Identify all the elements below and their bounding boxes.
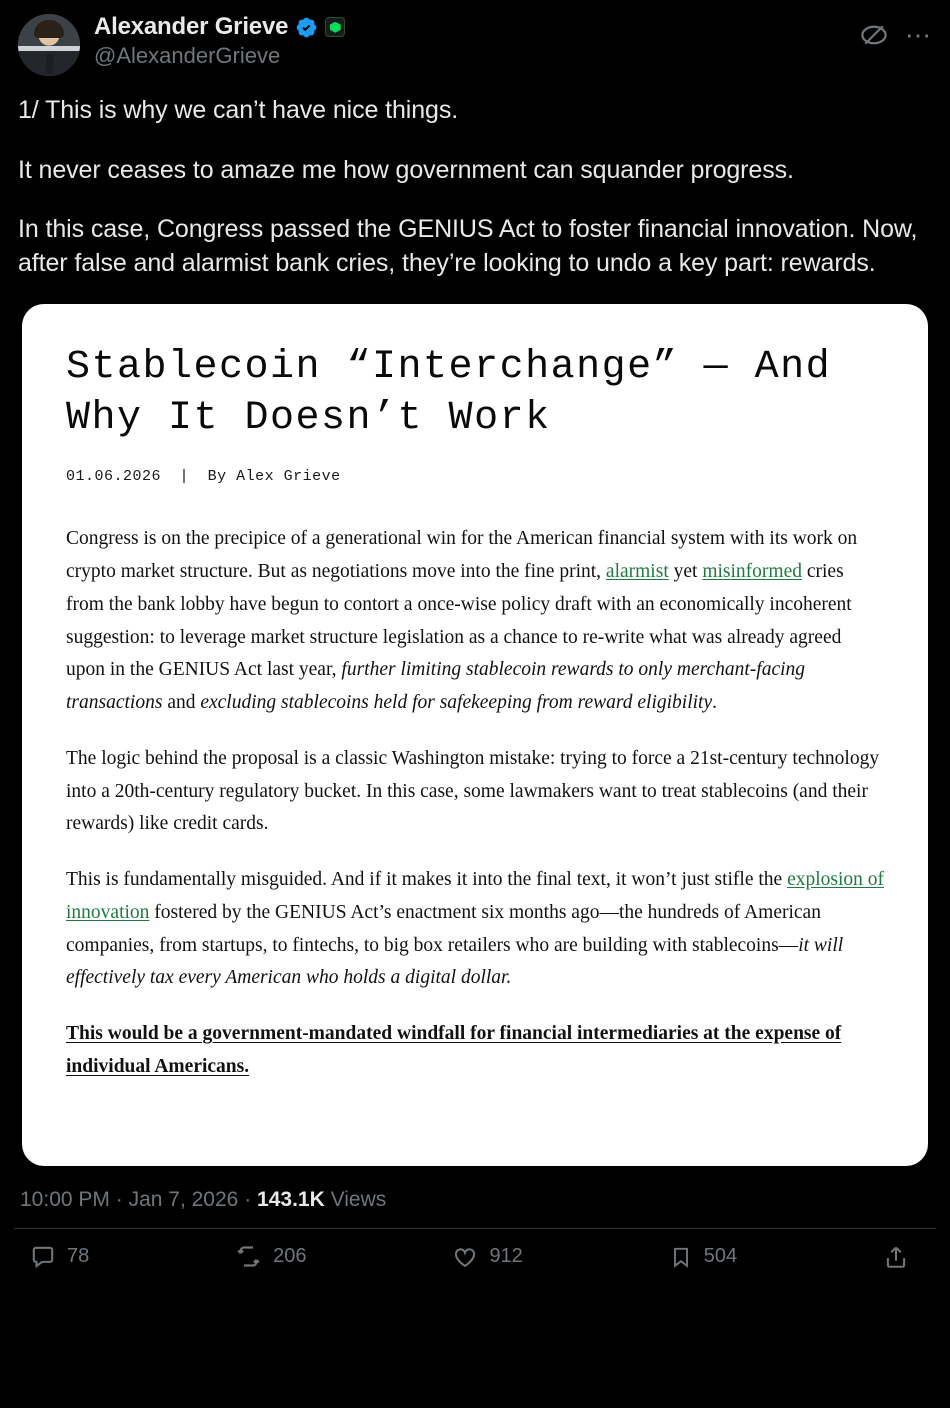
p3-part1: This is fundamentally misguided. And if it makes it into the final text, it won’t just stifle the bbox=[66, 869, 788, 891]
article-paragraph-3 bbox=[66, 864, 884, 995]
retweet-icon bbox=[235, 1243, 262, 1270]
p3-italic1: it will effectively tax every American who holds a digital dollar. bbox=[66, 934, 844, 989]
views-count: 143.1K bbox=[257, 1188, 325, 1211]
p1-part4: and bbox=[162, 692, 201, 714]
grok-icon[interactable] bbox=[859, 20, 889, 50]
author-name-row bbox=[94, 14, 859, 40]
p1-part1: Congress is on the precipice of a generational win for the American financial system with its work on crypto market structure. But as negotiations move into the fine print, bbox=[66, 528, 858, 583]
bookmark-button[interactable] bbox=[669, 1245, 737, 1269]
retweet-button[interactable] bbox=[235, 1243, 306, 1270]
p1-part2: yet bbox=[668, 561, 703, 583]
avatar-tie bbox=[46, 54, 54, 74]
meta-dot-2: · bbox=[244, 1188, 252, 1211]
meta-dot-1: · bbox=[115, 1188, 123, 1211]
more-options-icon[interactable]: ⋯ bbox=[905, 20, 932, 50]
p3-part2: fostered by the GENIUS Act’s enactment six months ago—the hundreds of American companies, from startups, to fintechs, to big box retailers who are building with stablecoins— bbox=[66, 901, 821, 956]
share-icon bbox=[883, 1244, 909, 1270]
avatar[interactable] bbox=[18, 14, 80, 76]
article-paragraph-4: This would be a government-mandated windfall for financial intermediaries at the expense of individual Americans. bbox=[66, 1023, 842, 1077]
p1-italic2: excluding stablecoins held for safekeeping from reward eligibility bbox=[200, 692, 713, 714]
p1-italic1: further limiting stablecoin rewards to only merchant-facing transactions bbox=[66, 659, 806, 714]
tweet-text bbox=[0, 80, 950, 280]
reply-button[interactable] bbox=[30, 1244, 89, 1270]
reply-icon bbox=[30, 1244, 56, 1270]
retweet-count: 206 bbox=[273, 1245, 307, 1267]
article-byline bbox=[66, 468, 884, 485]
article-author: By Alex Grieve bbox=[207, 468, 341, 486]
bookmark-count: 504 bbox=[703, 1245, 738, 1267]
link-alarmist[interactable]: alarmist bbox=[605, 561, 669, 583]
like-button[interactable] bbox=[452, 1244, 522, 1270]
author-names bbox=[94, 14, 859, 69]
link-misinformed[interactable]: misinformed bbox=[702, 561, 802, 583]
tweet-paragraph-2: It never ceases to amaze me how government can squander progress. bbox=[18, 155, 794, 184]
tweet-paragraph-3: In this case, Congress passed the GENIUS Act to foster financial innovation. Now, after false and alarmist bank cries, they’re looking to undo a key part: rewards. bbox=[18, 215, 918, 277]
verified-badge-icon bbox=[295, 16, 318, 39]
p1-part5: . bbox=[712, 692, 717, 714]
article-paragraph-1 bbox=[66, 523, 884, 720]
article-body bbox=[66, 523, 884, 1083]
author-display-name[interactable]: Alexander Grieve bbox=[94, 13, 289, 40]
byline-separator: | bbox=[179, 468, 190, 486]
affiliate-badge-glyph bbox=[330, 22, 341, 33]
article-title: Stablecoin “Interchange” — And Why It Doesn’t Work bbox=[66, 345, 832, 442]
tweet-meta bbox=[0, 1166, 950, 1228]
like-count: 912 bbox=[489, 1245, 523, 1267]
article-paragraph-2: The logic behind the proposal is a classic Washington mistake: trying to force a 21st-century technology into a 20th-century regulatory bucket. In this case, some lawmakers want to treat stablecoins (and their rewards) like credit cards. bbox=[66, 747, 880, 835]
author-handle[interactable]: @AlexanderGrieve bbox=[94, 43, 281, 69]
tweet-header bbox=[0, 0, 950, 80]
article-card[interactable] bbox=[22, 304, 928, 1166]
like-icon bbox=[452, 1244, 478, 1270]
tweet-time: 10:00 PM bbox=[20, 1188, 110, 1211]
tweet-date: Jan 7, 2026 bbox=[128, 1188, 239, 1211]
p1-part3: cries from the bank lobby have begun to contort a once-wise policy draft with an economically incoherent suggestion: to leverage market structure legislation as a chance to re-write what was already agreed upon in the GENIUS Act last year, bbox=[66, 561, 852, 681]
article-date: 01.06.2026 bbox=[66, 468, 162, 486]
link-explosion-of-innovation[interactable]: explosion of innovation bbox=[66, 869, 885, 923]
bookmark-icon bbox=[669, 1245, 693, 1269]
header-actions bbox=[859, 14, 932, 50]
share-button[interactable] bbox=[883, 1244, 920, 1270]
tweet-paragraph-1: 1/ This is why we can’t have nice things. bbox=[18, 96, 459, 124]
reply-count: 78 bbox=[67, 1245, 90, 1267]
tweet-actions bbox=[0, 1229, 950, 1288]
views-label: Views bbox=[330, 1188, 387, 1211]
affiliate-badge-icon[interactable] bbox=[325, 17, 345, 37]
